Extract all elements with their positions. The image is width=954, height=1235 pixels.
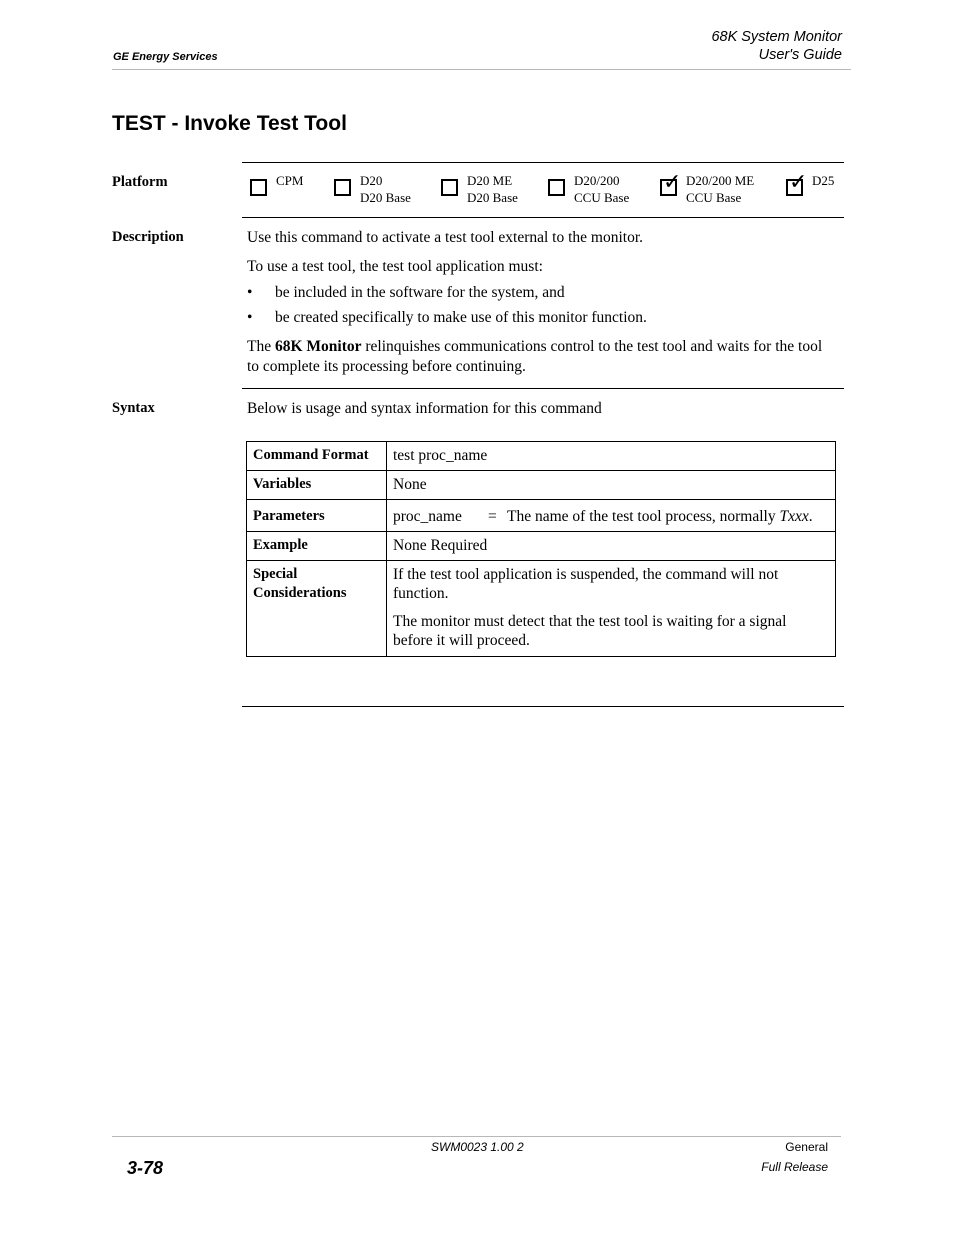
syntax-bottom-rule <box>242 706 844 707</box>
unchecked-box-icon <box>250 179 267 196</box>
bullet-icon: • <box>247 309 253 326</box>
platform-item-label: D20 ME D20 Base <box>467 173 518 205</box>
platform-item-d25 <box>786 172 834 196</box>
platform-item-label: D25 <box>812 173 835 188</box>
product-name: 68K Monitor <box>274 338 362 355</box>
header-company: GE Energy Services <box>113 51 218 63</box>
header-product-line1: 68K System Monitor <box>711 29 842 45</box>
checkmark-icon: ✓ <box>663 170 682 195</box>
row-value: test proc_name <box>387 442 836 471</box>
list-item: • be created specifically to make use of this monitor function. <box>247 309 647 326</box>
footer-rule <box>112 1136 841 1137</box>
row-key: Special Considerations <box>247 561 387 657</box>
special-note-2: The monitor must detect that the test tool is waiting for a signal before it will proceed. <box>393 613 787 649</box>
row-value <box>387 561 836 657</box>
syntax-table <box>246 441 836 657</box>
row-key: Command Format <box>247 442 387 471</box>
page-title: TEST - Invoke Test Tool <box>112 112 347 135</box>
row-key: Example <box>247 532 387 561</box>
description-para-2: To use a test tool, the test tool application must: <box>247 258 543 275</box>
description-para-3: The 68K Monitor relinquishes communications control to the test tool and waits for the tool to complete its processing before continuing. <box>247 338 823 375</box>
bullet-icon: • <box>247 284 253 301</box>
parameter-name: proc_name <box>393 508 462 525</box>
special-note-1: If the test tool application is suspended, the command will not function. <box>393 566 779 602</box>
unchecked-box-icon <box>441 179 458 196</box>
header-rule <box>112 69 851 70</box>
parameter-equals: = <box>488 508 497 525</box>
platform-item-label: D20/200 ME CCU Base <box>686 173 755 205</box>
footer-release: Full Release <box>761 1160 828 1174</box>
syntax-label: Syntax <box>112 400 155 416</box>
list-item: • be included in the software for the system, and <box>247 284 565 301</box>
table-row <box>247 561 836 657</box>
platform-item-d20-200-me <box>660 172 754 206</box>
footer-category: General <box>785 1140 828 1154</box>
row-key: Variables <box>247 471 387 500</box>
description-bottom-rule <box>242 388 844 389</box>
footer-doc-number: SWM0023 1.00 2 <box>431 1140 524 1154</box>
syntax-intro: Below is usage and syntax information for this command <box>247 400 602 417</box>
platform-item-d20-me <box>441 172 518 206</box>
platform-item-d20-200 <box>548 172 629 206</box>
table-row <box>247 442 836 471</box>
platform-item-label: CPM <box>276 173 304 188</box>
unchecked-box-icon <box>334 179 351 196</box>
platform-item-d20 <box>334 172 411 206</box>
row-value: None <box>387 471 836 500</box>
row-value <box>387 500 836 532</box>
row-value: None Required <box>387 532 836 561</box>
row-key: Parameters <box>247 500 387 532</box>
checked-box-icon <box>786 170 808 196</box>
table-row <box>247 500 836 532</box>
platform-item-label: D20/200 CCU Base <box>574 173 630 205</box>
table-row <box>247 532 836 561</box>
parameter-entry <box>393 507 829 526</box>
platform-item-label: D20 D20 Base <box>360 173 411 205</box>
unchecked-box-icon <box>548 179 565 196</box>
platform-bottom-rule <box>242 217 844 218</box>
page-number: 3-78 <box>127 1158 164 1178</box>
table-row <box>247 471 836 500</box>
header-product-line2: User's Guide <box>758 47 842 63</box>
description-para-1: Use this command to activate a test tool external to the monitor. <box>247 229 644 246</box>
parameter-description: The name of the test tool process, normally Txxx. <box>507 508 813 525</box>
platform-label: Platform <box>112 174 168 190</box>
checkmark-icon: ✓ <box>789 170 808 195</box>
header-product <box>711 28 842 64</box>
platform-item-cpm <box>250 172 303 196</box>
checked-box-icon <box>660 170 682 196</box>
description-label: Description <box>112 229 184 245</box>
platform-top-rule <box>242 162 844 163</box>
